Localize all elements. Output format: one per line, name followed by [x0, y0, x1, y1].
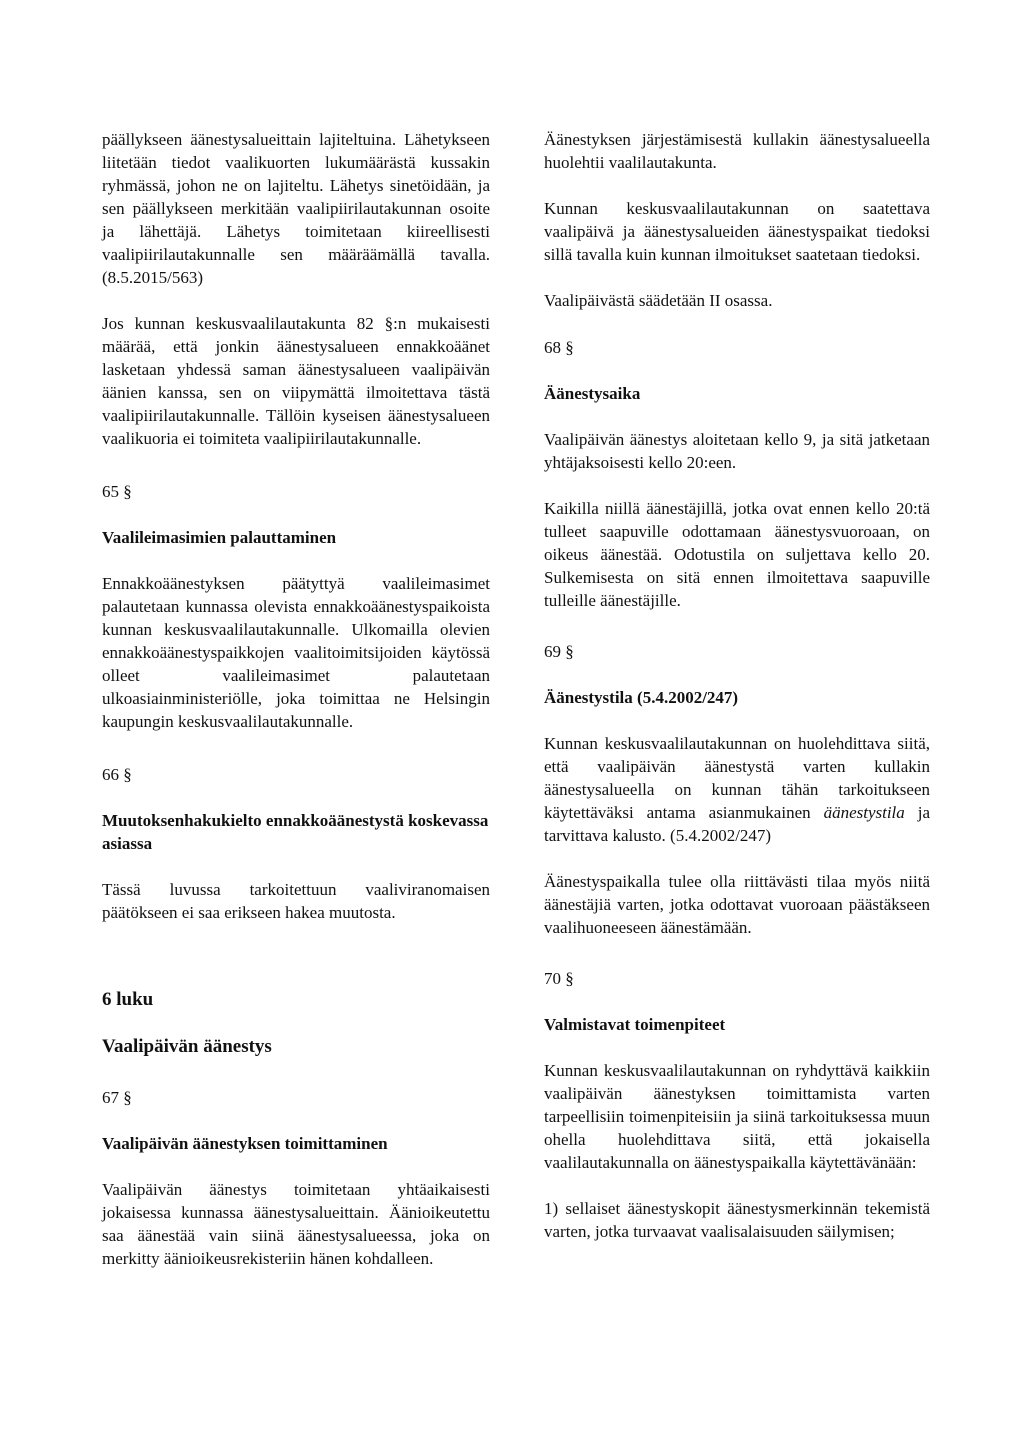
paragraph: 1) sellaiset äänestyskopit äänestysmerkinnän tekemistä varten, jotka turvaavat vaalisalaisuuden säilymisen; [544, 1199, 930, 1241]
paragraph: Vaalipäivästä säädetään II osassa. [544, 291, 773, 310]
section-heading-67: Vaalipäivän äänestyksen toimittaminen [102, 1134, 388, 1153]
paragraph: Kunnan keskusvaalilautakunnan on ryhdyttävä kaikkiin vaalipäivän äänestyksen toimittamista varten tarpeellisiin toimenpiteisiin ja siinä tarkoituksessa muun ohella huolehdittava siitä, että jokaisella vaalilautakunnalla on äänestyspaikalla käytettävänään: [544, 1061, 930, 1172]
paragraph: Tässä luvussa tarkoitettuun vaaliviranomaisen päätökseen ei saa erikseen hakea muutosta. [102, 880, 490, 922]
chapter-number: 6 luku [102, 989, 154, 1010]
paragraph: Vaalipäivän äänestys toimitetaan yhtäaikaisesti jokaisessa kunnassa äänestysalueittain. Äänioikeutettu saa äänestää vain siinä äänestysalueessa, joka on merkitty äänioikeusrekisteriin hänen kohdalleen. [102, 1180, 490, 1268]
paragraph: Kaikilla niillä äänestäjillä, jotka ovat ennen kello 20:tä tulleet saapuville odottamaan äänestysvuoroaan, on oikeus äänestää. Odotustila on suljettava kello 20. Sulkemisesta on sitä ennen ilmoitettava saapuville tulleille äänestäjille. [544, 499, 930, 610]
text-run: Kunnan keskusvaalilautakunnan on huolehdittava siitä, että vaalipäivän äänestystä varten kullakin äänestysalueella on kunnan tähän tarkoitukseen käytettäväksi antama asianmukainen [544, 734, 930, 822]
section-number-68: 68 § [544, 338, 574, 357]
section-number-70: 70 § [544, 969, 574, 988]
paragraph: Äänestyspaikalla tulee olla riittävästi tilaa myös niitä äänestäjiä varten, jotka odottavat vuoroaan päästäkseen vaalihuoneeseen äänestämään. [544, 872, 930, 937]
paragraph: Kunnan keskusvaalilautakunnan on saatettava vaalipäivä ja äänestysalueiden äänestyspaikat tiedoksi sillä tavalla kuin kunnan ilmoitukset saatetaan tiedoksi. [544, 199, 930, 264]
emphasized-term: äänestystila [823, 803, 905, 822]
section-number-66: 66 § [102, 765, 132, 784]
text-run: ja tarvittava kalusto. (5.4.2002/247) [544, 803, 930, 845]
section-number-65: 65 § [102, 482, 132, 501]
paragraph: päällykseen äänestysalueittain lajiteltuina. Lähetykseen liitetään tiedot vaalikuorten lukumäärästä kussakin ryhmässä, johon ne on lajiteltu. Lähetys sinetöidään, ja sen päällykseen merkitään vaalipiirilautakunnan osoite ja lähettäjä. Lähetys toimitetaan kiireellisesti vaalipiirilautakunnalle sen määräämällä tavalla. (8.5.2015/563) [102, 130, 490, 287]
section-number-67: 67 § [102, 1088, 132, 1107]
chapter-title: Vaalipäivän äänestys [102, 1036, 272, 1057]
section-heading-70: Valmistavat toimenpiteet [544, 1015, 726, 1034]
section-heading-68: Äänestysaika [544, 384, 641, 403]
paragraph [544, 732, 930, 847]
paragraph: Jos kunnan keskusvaalilautakunta 82 §:n mukaisesti määrää, että jonkin äänestysalueen ennakkoäänet lasketaan yhdessä saman äänestysalueen vaalipäivän äänien kanssa, sen on viipymättä ilmoitettava tästä vaalipiirilautakunnalle. Tällöin kyseisen äänestysalueen vaalikuoria ei toimiteta vaalipiirilautakunnalle. [102, 314, 490, 448]
section-number-69: 69 § [544, 642, 574, 661]
paragraph: Ennakkoäänestyksen päätyttyä vaalileimasimet palautetaan kunnassa olevista ennakkoäänestyspaikoista kunnan keskusvaalilautakunnalle. Ulkomailla olevien ennakkoäänestyspaikkojen vaalitoimitsijoiden käytössä olleet vaalileimasimet palautetaan ulkoasiainministeriölle, joka toimittaa ne Helsingin kaupungin keskusvaalilautakunnalle. [102, 574, 490, 731]
section-heading-66: Muutoksenhakukielto ennakkoäänestystä koskevassa asiassa [102, 811, 489, 853]
right-column [544, 128, 930, 1243]
paragraph: Vaalipäivän äänestys aloitetaan kello 9, ja sitä jatketaan yhtäjaksoisesti kello 20:een. [544, 430, 930, 472]
paragraph: Äänestyksen järjestämisestä kullakin äänestysalueella huolehtii vaalilautakunta. [544, 130, 930, 172]
section-heading-69: Äänestystila (5.4.2002/247) [544, 688, 739, 707]
left-column [102, 128, 490, 1270]
section-heading-65: Vaalileimasimien palauttaminen [102, 528, 337, 547]
